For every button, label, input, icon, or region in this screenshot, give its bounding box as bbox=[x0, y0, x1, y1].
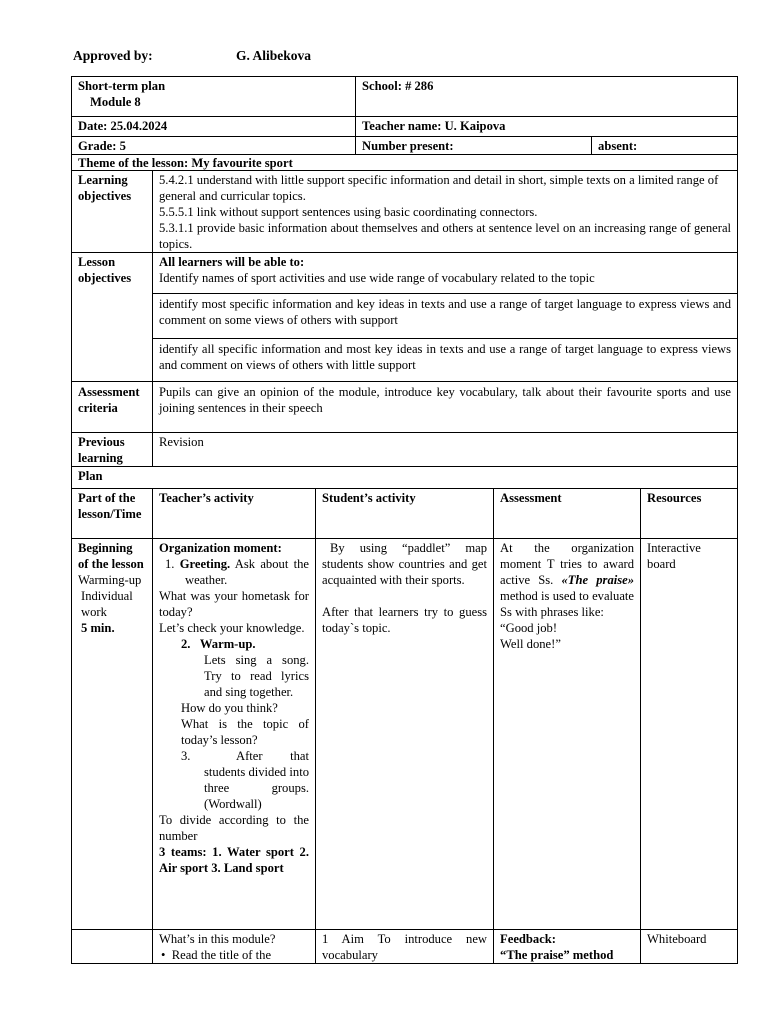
number-present-cell: Number present: bbox=[356, 137, 592, 155]
assessment-criteria-text: Pupils can give an opinion of the module, introduce key vocabulary, talk about their favourite sports and use joining sentences in their speech bbox=[153, 382, 738, 433]
objectives-some: identify all specific information and most key ideas in texts and use a range of target language to express views and comment on views of others with little support bbox=[153, 339, 738, 382]
teacher-activity-cell: Organization moment: 1. Greeting. Ask about the weather. What was your hometask for today? Let’s check your knowledge. 2. Warm-up. Lets sing a song. Try to read lyrics and sing together. How do you think? What is the topic of today’s lesson? 3. After that students divided into three groups. (Wordwall) To divide according to the number 3 teams: 1. Water sport 2. Air sport 3. Land sport bbox=[153, 539, 316, 930]
objectives-most: identify most specific information and key ideas in texts and use a range of target language to express views and comment on some views of others with support bbox=[153, 294, 738, 339]
col-student-header: Student’s activity bbox=[316, 489, 494, 539]
student-activity-cell-2: 1 Aim To introduce new vocabulary bbox=[316, 930, 494, 964]
teacher-activity-cell-2: What’s in this module? • Read the title of the bbox=[153, 930, 316, 964]
objective-item: 5.5.5.1 link without support sentences using basic coordinating connectors. bbox=[159, 205, 538, 219]
bullet-icon: • bbox=[161, 948, 166, 962]
approved-name: G. Alibekova bbox=[236, 48, 312, 63]
assessment-cell: At the organization moment T tries to award active Ss. «The praise» method is used to evaluate Ss with phrases like: “Good job! Well done!” bbox=[494, 539, 641, 930]
theme-cell: Theme of the lesson: My favourite sport bbox=[72, 155, 738, 171]
objective-item: 5.4.2.1 understand with little support specific information and detail in short, simple texts on a limited range of general and curricular topics. bbox=[159, 173, 719, 203]
col-teacher-header: Teacher’s activity bbox=[153, 489, 316, 539]
part-empty-cell bbox=[72, 930, 153, 964]
col-part-header: Part of the lesson/Time bbox=[72, 489, 153, 539]
assessment-cell-2: Feedback: “The praise” method bbox=[494, 930, 641, 964]
previous-learning-text: Revision bbox=[153, 433, 738, 467]
approved-label: Approved by: bbox=[73, 48, 153, 63]
absent-cell: absent: bbox=[592, 137, 738, 155]
date-cell: Date: 25.04.2024 bbox=[72, 117, 356, 137]
student-activity-cell: By using “paddlet” map students show countries and get acquainted with their sports. After that learners try to guess today`s topic. bbox=[316, 539, 494, 930]
col-assessment-header: Assessment bbox=[494, 489, 641, 539]
lesson-objectives-label: Lesson objectives bbox=[72, 253, 153, 382]
resources-cell: Interactive board bbox=[641, 539, 738, 930]
col-resources-header: Resources bbox=[641, 489, 738, 539]
part-beginning-cell: Beginning of the lesson Warming-up Individual work 5 min. bbox=[72, 539, 153, 930]
grade-cell: Grade: 5 bbox=[72, 137, 356, 155]
learning-objectives-label: Learning objectives bbox=[72, 171, 153, 253]
assessment-criteria-label: Assessment criteria bbox=[72, 382, 153, 433]
lesson-plan-table bbox=[71, 76, 738, 964]
previous-learning-label: Previous learning bbox=[72, 433, 153, 467]
short-term-plan-cell: Short-term plan Module 8 bbox=[72, 77, 356, 117]
approval-line bbox=[73, 48, 312, 64]
resources-cell-2: Whiteboard bbox=[641, 930, 738, 964]
teacher-name-cell: Teacher name: U. Kaipova bbox=[356, 117, 738, 137]
objective-item: 5.3.1.1 provide basic information about themselves and others at sentence level on an increasing range of general topics. bbox=[159, 221, 732, 251]
plan-heading: Plan bbox=[72, 467, 738, 489]
school-cell: School: # 286 bbox=[356, 77, 738, 117]
learning-objectives-text bbox=[153, 171, 738, 253]
objectives-all: All learners will be able to: Identify names of sport activities and use wide range of vocabulary related to the topic bbox=[153, 253, 738, 294]
